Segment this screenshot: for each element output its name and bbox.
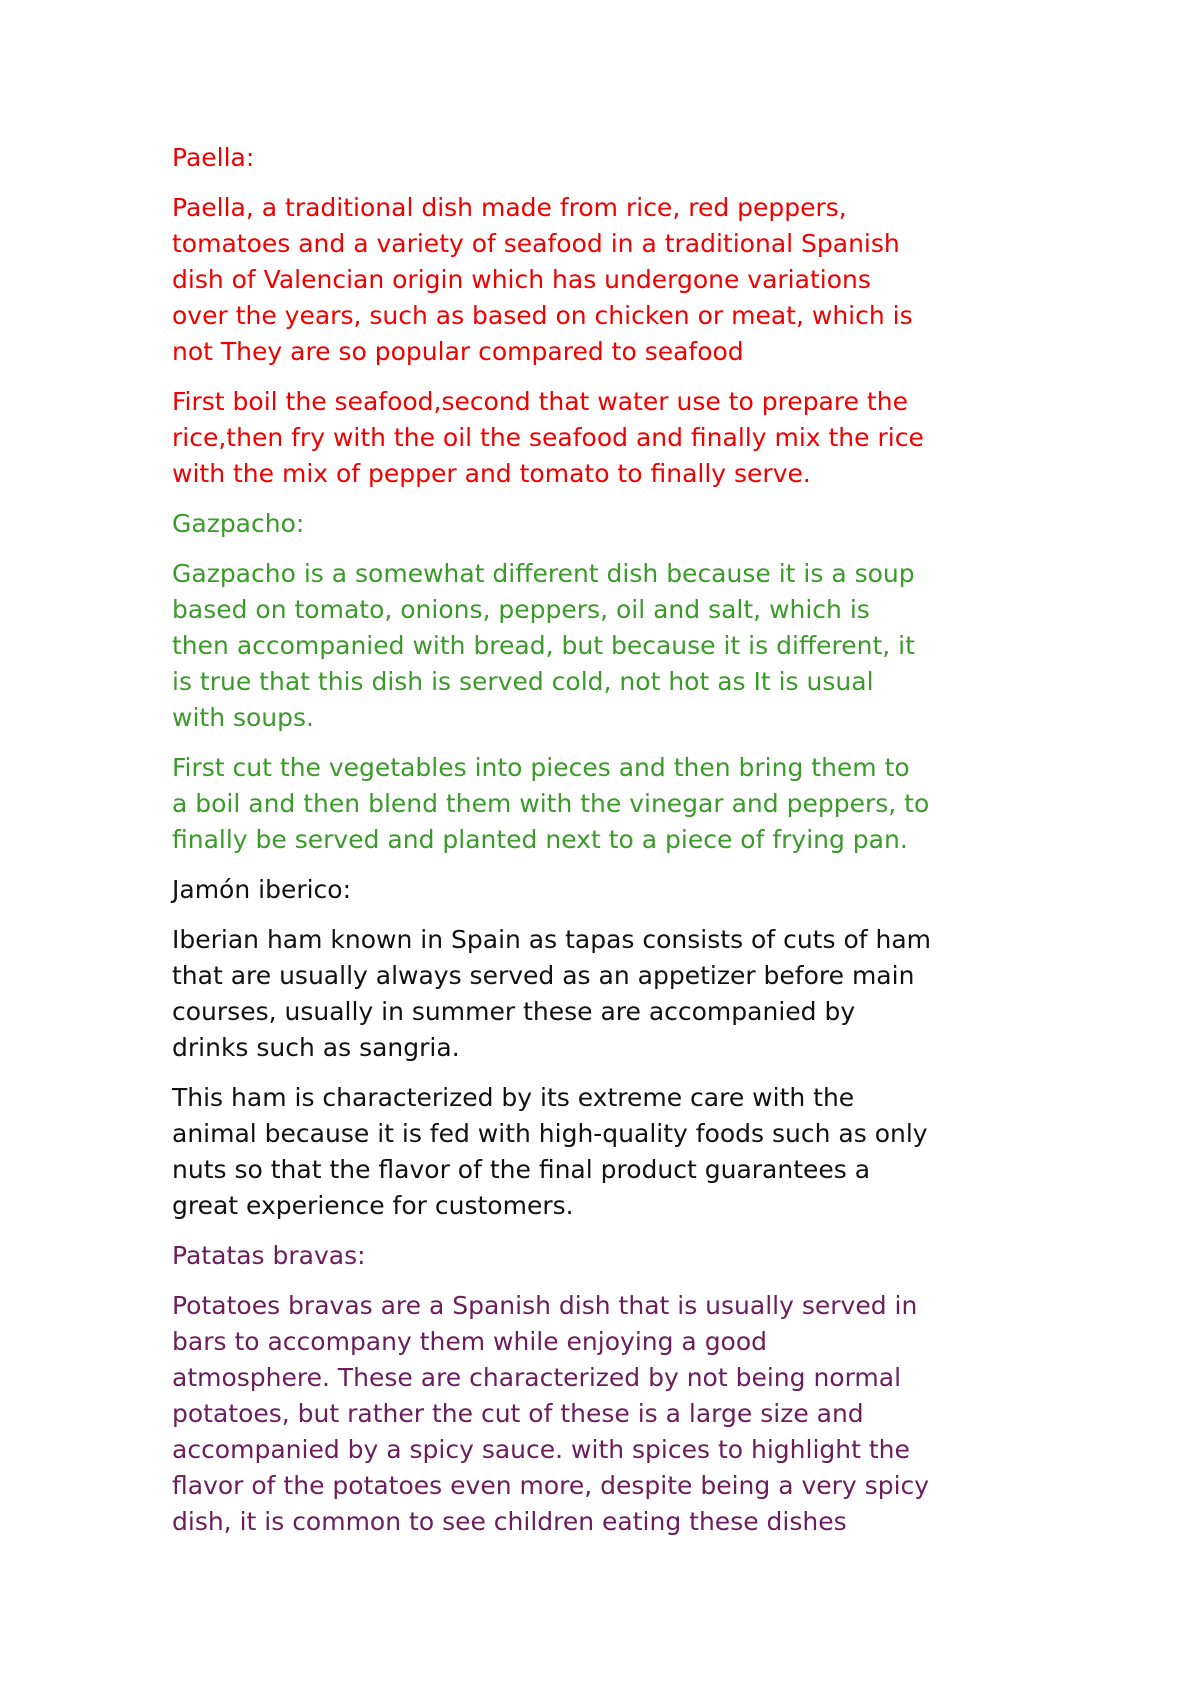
text-line: First cut the vegetables into pieces and then bring them to (172, 753, 910, 782)
text-line: atmosphere. These are characterized by not being normal (172, 1363, 902, 1392)
section-heading: Gazpacho: (172, 509, 305, 538)
text-line: is true that this dish is served cold, not hot as It is usual (172, 667, 874, 696)
text-line: finally be served and planted next to a piece of frying pan. (172, 825, 908, 854)
text-line: accompanied by a spicy sauce. with spices to highlight the (172, 1435, 910, 1464)
section-paella (172, 140, 1052, 492)
text-line: dish, it is common to see children eating these dishes (172, 1507, 847, 1536)
document-page (172, 140, 1052, 1554)
text-line: with the mix of pepper and tomato to finally serve. (172, 459, 811, 488)
paragraph (172, 1288, 1052, 1540)
text-line: Iberian ham known in Spain as tapas consists of cuts of ham (172, 925, 932, 954)
text-line: Potatoes bravas are a Spanish dish that is usually served in (172, 1291, 918, 1320)
text-line: with soups. (172, 703, 314, 732)
section-heading: Patatas bravas: (172, 1241, 366, 1270)
paragraph (172, 384, 1052, 492)
paragraph (172, 556, 1052, 736)
text-line: not They are so popular compared to seafood (172, 337, 744, 366)
section-gazpacho (172, 506, 1052, 858)
section-patatas-bravas (172, 1238, 1052, 1540)
section-heading: Jamón iberico: (172, 875, 352, 904)
text-line: First boil the seafood,second that water use to prepare the (172, 387, 908, 416)
paragraph (172, 922, 1052, 1066)
text-line: Paella, a traditional dish made from rice, red peppers, (172, 193, 847, 222)
text-line: animal because it is fed with high-quality foods such as only (172, 1119, 928, 1148)
text-line: bars to accompany them while enjoying a good (172, 1327, 768, 1356)
paragraph (172, 190, 1052, 370)
text-line: drinks such as sangria. (172, 1033, 460, 1062)
paragraph (172, 750, 1052, 858)
text-line: flavor of the potatoes even more, despite being a very spicy (172, 1471, 930, 1500)
text-line: dish of Valencian origin which has undergone variations (172, 265, 871, 294)
text-line: a boil and then blend them with the vinegar and peppers, to (172, 789, 930, 818)
text-line: nuts so that the flavor of the final product guarantees a (172, 1155, 871, 1184)
text-line: that are usually always served as an appetizer before main (172, 961, 915, 990)
text-line: great experience for customers. (172, 1191, 574, 1220)
text-line: rice,then fry with the oil the seafood and finally mix the rice (172, 423, 924, 452)
section-jamon-iberico (172, 872, 1052, 1224)
text-line: then accompanied with bread, but because it is different, it (172, 631, 915, 660)
text-line: potatoes, but rather the cut of these is a large size and (172, 1399, 864, 1428)
text-line: tomatoes and a variety of seafood in a traditional Spanish (172, 229, 900, 258)
section-heading: Paella: (172, 143, 255, 172)
text-line: Gazpacho is a somewhat different dish because it is a soup (172, 559, 915, 588)
text-line: This ham is characterized by its extreme care with the (172, 1083, 855, 1112)
text-line: courses, usually in summer these are accompanied by (172, 997, 856, 1026)
text-line: based on tomato, onions, peppers, oil and salt, which is (172, 595, 870, 624)
paragraph (172, 1080, 1052, 1224)
text-line: over the years, such as based on chicken or meat, which is (172, 301, 913, 330)
